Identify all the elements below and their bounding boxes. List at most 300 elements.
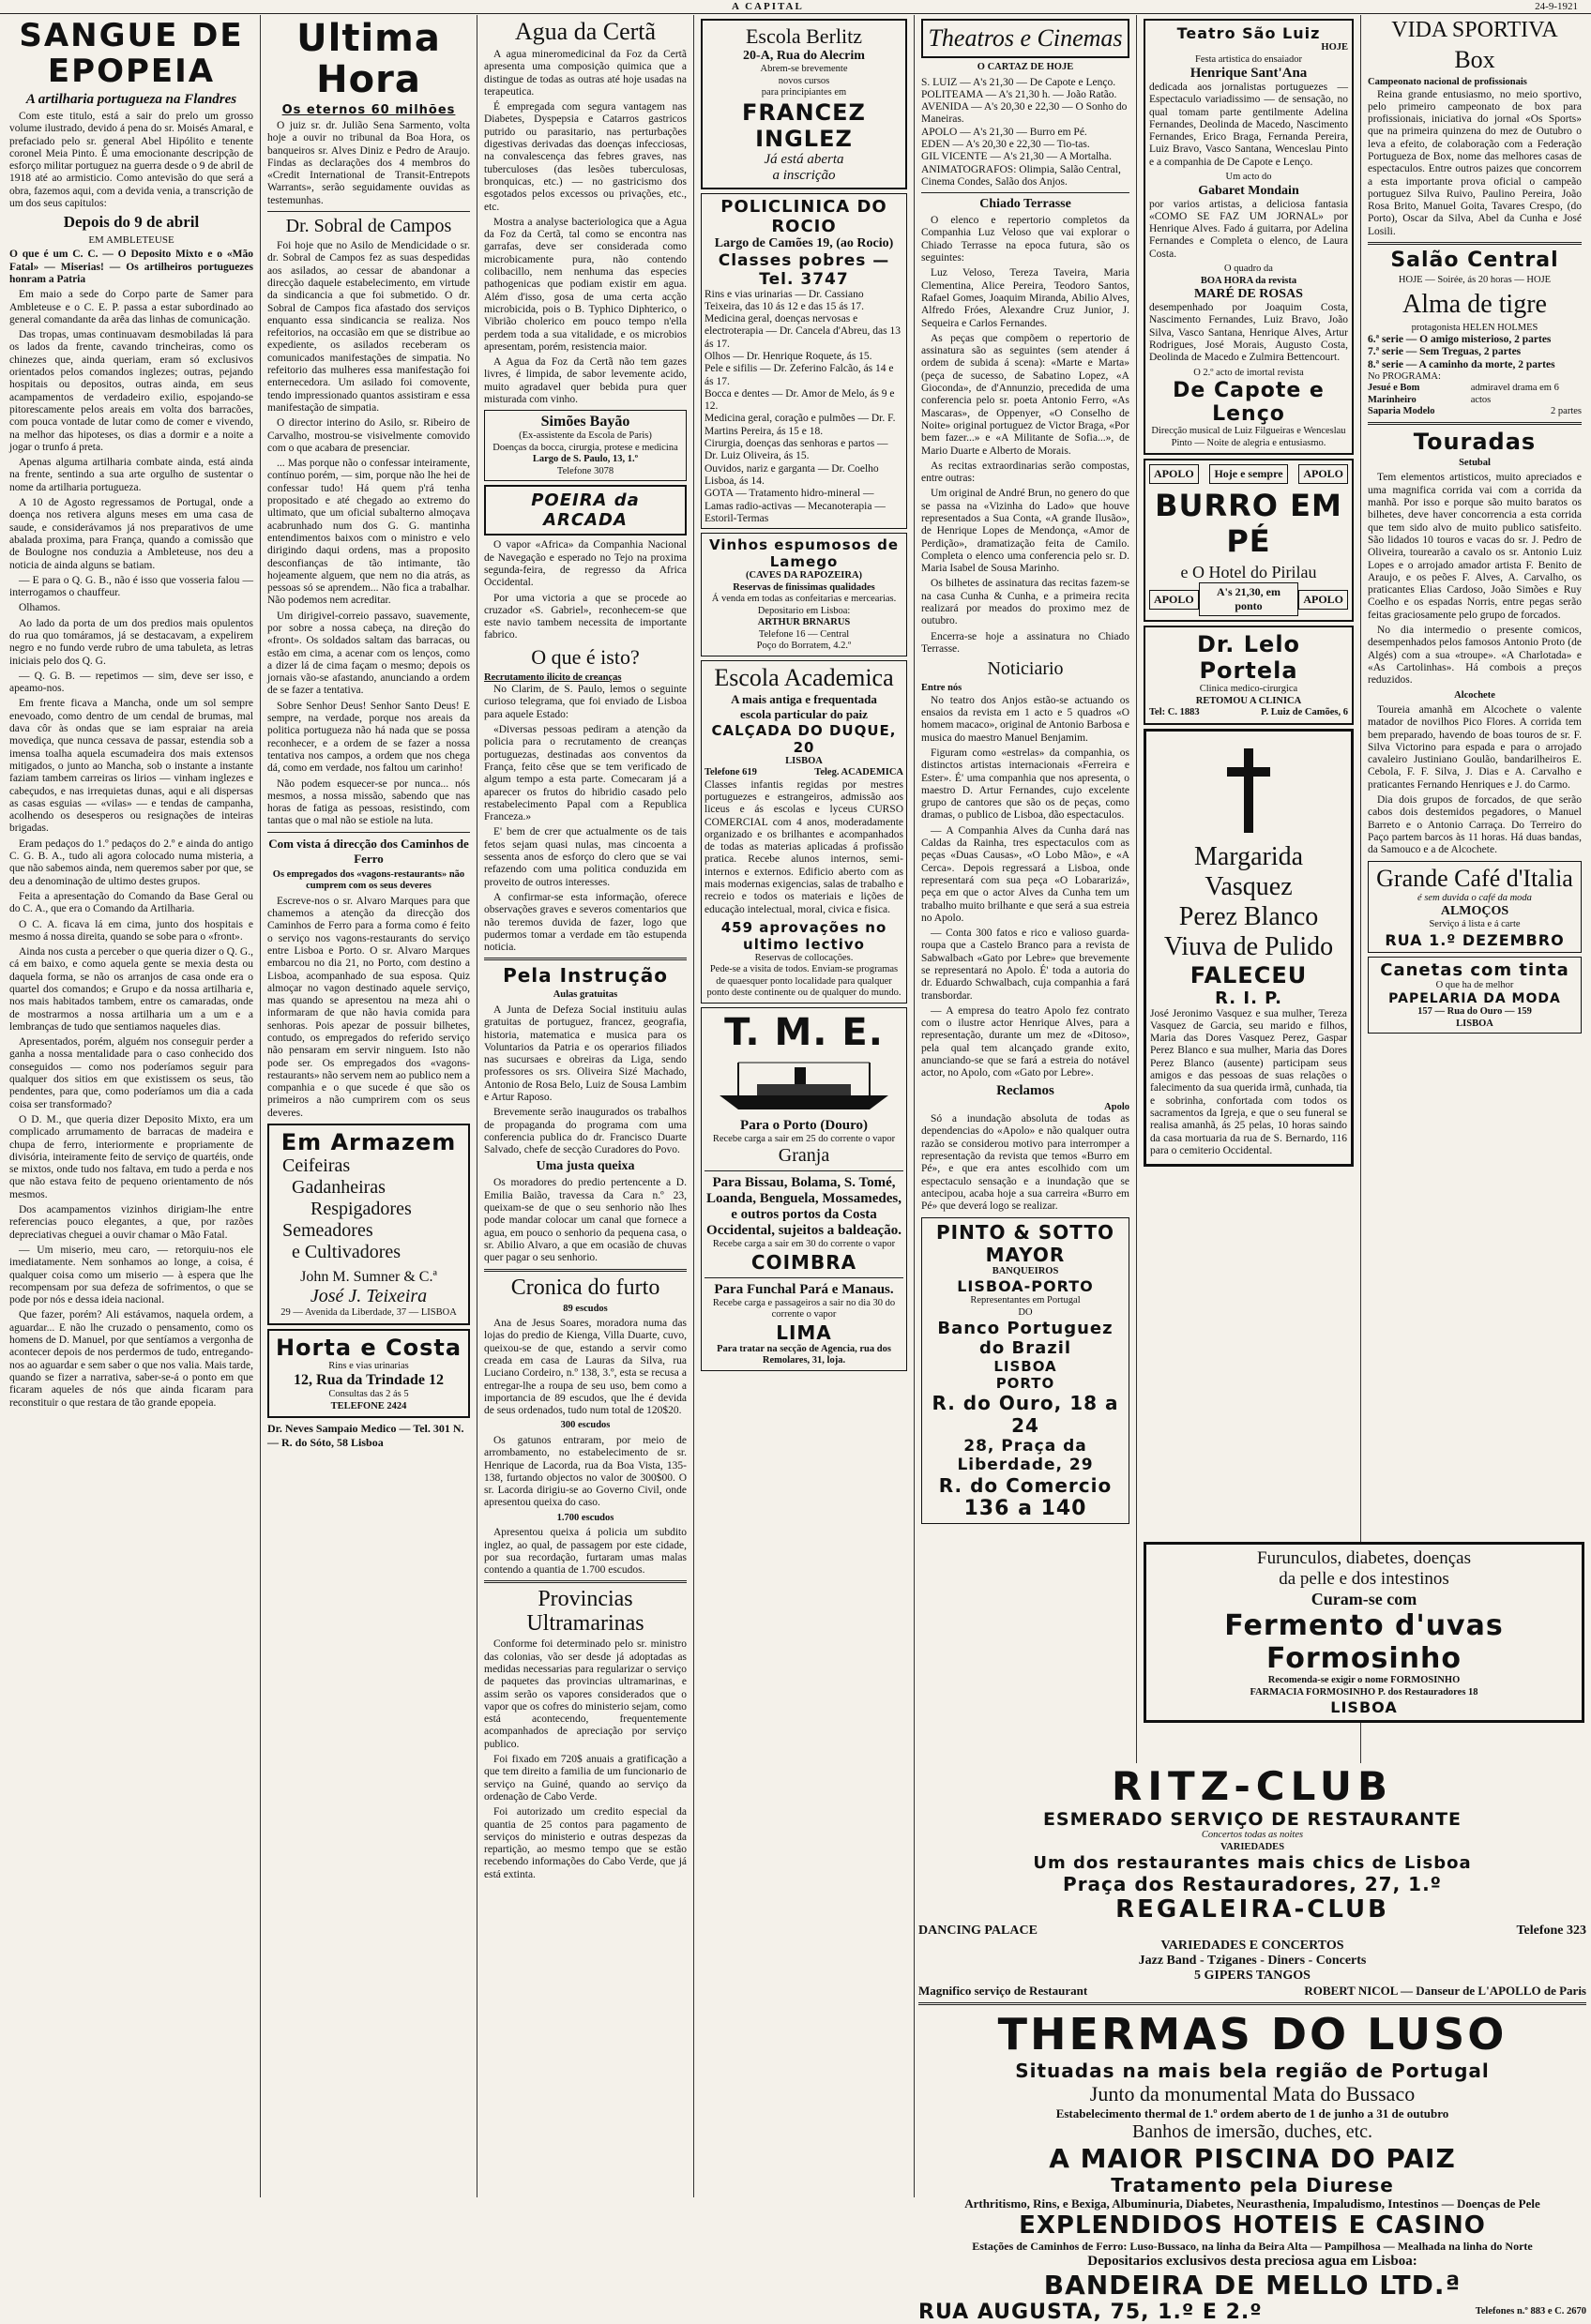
- ship-coimbra: COIMBRA: [750, 1250, 857, 1274]
- clinic-item: Rins e vias urinarias — Dr. Cassiano Teixeira, das 10 ás 12 e das 15 ás 17.: [705, 288, 865, 312]
- article-paragraph: Em frente ficava a Mancha, onde um sol sempre enevoado, como dentro de um cendal de brumas, mal dava côr às ondas que se iam espraiar na areia movediça, que nunca cessava de passar, estendia sob a imensa toalha aquela escumadeira dos mais extensos mitigados, o junto ao Mancha, sob o instante a instante faziam tambem carreiras os lirios — vinham inglezes e cabeçudos, e nas irrequietas dunas, aqui e ali dispersas as casas esguias — «vilas» — e tendas de campanha, acolhendo os desesperos ou resignações de inteiras brigadas.: [9, 698, 253, 835]
- news-paragraph: Escreve-nos o sr. Alvaro Marques para que chamemos a atenção da direcção dos Caminhos de Ferro para a forma como é feito o serviço nos vagons-restaurants do serviço entre Lisboa e Porto. O sr. Alvaro Marques embarcou no dia 21, no Porto, com destino a Lisboa, acompanhado de sua esposa. Quiz almoçar no vagon destinado aquele serviço, mas quando se apresentou na meza ahi o informaram de que não havia comida para senhoras. Pois apezar de possuir bilhetes, contudo, os empregados do referido serviço não pensaram em servir ninguem. Isto não pode ser. Os empregados dos «vagons-restaurants» não servem nem ao publico nem a companhia e o que sucede é que são os primeiros a não cumprirem com os seus deveres.: [267, 895, 470, 1119]
- divider: [484, 1269, 687, 1272]
- divider: [921, 192, 1129, 193]
- ad-line: EXPLENDIDOS HOTEIS E CASINO: [1019, 2211, 1486, 2240]
- clinic-item: Ouvidos, nariz e garganta — Dr. Coelho Lisboa, ás 14.: [705, 462, 879, 487]
- clinic-item: Bocca e dentes — Dr. Amor de Melo, ás 9 e 12.: [705, 387, 895, 413]
- ad-title: Escola Berlitz: [745, 24, 862, 48]
- divider: [267, 832, 470, 833]
- ad-line: ESMERADO SERVIÇO DE RESTAURANTE: [1042, 1809, 1462, 1830]
- ad-line: escola particular do paiz: [740, 706, 868, 721]
- obit-faleceu: FALECEU: [1189, 961, 1308, 988]
- divider: [484, 958, 687, 960]
- news-paragraph: — Conta 300 fatos e rico e valioso guarda-roupa que a Castelo Branco para a revista de Sabwalbach «Gato por Lebre» que brevemente se representará no Apolo. É' toda a autoria do dr. Eduardo Schwalbach, cuja companhia a fará transbordar.: [921, 928, 1129, 1002]
- obit-text: José Jeronimo Vasquez e sua mulher, Tereza Vasquez de Garcia, seu marido e filhos, Maria das Dores Vasquez Perez, Gaspar Perez Blanco e sua mulher, Maria das Dores Perez Blanco (ausente) participam seus amigos e das pessoas de suas relações o falecimento da sua querida irmã, cunhada, tia e sobrinha, confortada com todos os sacramentos da Igreja, e que o seu funeral se realisa amanhã, ás 25 pelas, 10 horas saindo da casa mortuaria da rua de S. Bernardo, 116 para o cemiterio Occidental.: [1150, 1007, 1347, 1156]
- ad-title: THERMAS DO LUSO: [997, 2009, 1508, 2060]
- article-paragraph: Eram pedaços do 1.º pedaços do 2.º e ainda do antigo C. G. B. A., tudo ali agora colocado numa misteria, a que não sabemos ainda, nem queremos saber por que, se deu a denominação de ultimo destes grupos.: [9, 838, 253, 887]
- subhead-alcochete: Alcochete: [1454, 689, 1495, 701]
- news-paragraph: E' bem de crer que actualmente os de tais fetos sejam quasi nulas, mas cincoenta a sessenta anos de esforço do clero que se vai refazendo com uma politica conduzida em proveito de outros interesses.: [484, 826, 687, 888]
- apolo-tag: APOLO: [1149, 590, 1199, 610]
- column-rule: [693, 15, 694, 2197]
- ad-company: John M. Sumner & C.ª: [300, 1269, 437, 1286]
- divider: [1368, 242, 1582, 245]
- news-paragraph: Só a inundação absoluta de todas as dependencias do «Apolo» e não qualquer outra razão se considerou motivo para interromper a representação da revista que temos «Burro em Pé», e que era antes escolhido com um espectaculo sensação e a inundação que se antecipou, acaba hoje a sua carreira «Burro em Pé» que deverá logo se realizar.: [921, 1113, 1129, 1213]
- ad-apolo-burro: [1144, 459, 1354, 622]
- ad-item: Gadanheiras: [292, 1177, 386, 1199]
- ad-line: Recebe carga a sair em 30 do corrente o vapor: [712, 1239, 896, 1250]
- ad-line: Estabelecimento thermal de 1.º ordem aberto de 1 de junho a 31 de outubro: [1055, 2106, 1449, 2120]
- news-paragraph: Conforme foi determinado pelo sr. ministro das colonias, vão ser desde já adoptadas as medidas necessarias para regularizar o serviço de paquetes das provincias ultramarinas, e assim serão os vapores considerados que o vapor que os cofres do ministerio sejam, como está acontecendo, frequentemente acompanhados de apreciação por serviço publico.: [484, 1638, 687, 1750]
- film-series: 6.ª serie — O amigo misterioso, 2 partes: [1368, 334, 1552, 346]
- obit-name: Viuva de Pulido: [1163, 931, 1334, 961]
- ad-title: PINTO & SOTTO MAYOR: [935, 1220, 1114, 1266]
- ad-address: 29 — Avenida da Liberdade, 37 — LISBOA: [280, 1307, 457, 1319]
- ad-paragraph: É empregada com segura vantagem nas Diabetes, Dyspepsia e Catarros gastricos putrido ou parasitario, nas perturbações digestivas derivadas das doenças infecciosas, na convalescença das febres graves, nas tuberculoses (das lesões tuberculosas, bronquicas, etc.) — no gastricismo dos esgotados pelos excessos ou privações, etc., etc.: [484, 101, 687, 213]
- ad-address: R. do Ouro, 18 a 24: [932, 1392, 1119, 1438]
- ad-line: Serviço á lista e á carte: [1429, 919, 1521, 930]
- news-paragraph: No Clarim, de S. Paulo, lemos o seguinte curioso telegrama, que foi enviado de Lisboa para aquele Estado:: [484, 684, 687, 720]
- ad-line: O quadro da: [1224, 264, 1273, 275]
- news-paragraph: Por uma victoria a que se procede ao cruzador «S. Gabriel», reconhecem-se que este navio tambem necessita de importante fabrico.: [484, 592, 687, 641]
- divider: [267, 211, 470, 212]
- ad-horta-costa: [267, 1329, 470, 1419]
- article-closing: Que fazer, porém? Ali estávamos, naquela ordem, a aguardar... E não lhe cruzado o pensamento, como os homens de D. Manuel, por que sentíamos a vergonha de acontecer depois de nos perdermos de tudo, entregando-nos ao aguardar e sem saber o que nos valia. Mais tarde, quando se fizer a narrativa, saber-se-á o ponto em que ficaram aqueles de nós que ainda ficaram para reconstituir o que restara de tão grande epopeia.: [9, 1309, 253, 1409]
- ad-canetas: [1368, 957, 1582, 1034]
- page-header: [0, 0, 1591, 14]
- clinic-item: GOTA — Tratamento hidro-mineral — Lamas radio-activas — Mecanoterapia — Estoril-Termas: [705, 488, 886, 524]
- ad-line: Estações de Caminhos de Ferro: Luso-Bussaco, na linha da Beira Alta — Pampilhosa — Mealhada na linha do Norte: [972, 2240, 1533, 2253]
- ad-line: Doenças da bocca, cirurgia, protese e medicina: [492, 442, 678, 453]
- subhead-campeonato: Campeonato nacional de profissionais: [1368, 77, 1527, 87]
- ad-line: PORTO: [995, 1375, 1055, 1393]
- program-item: Jesué e Bom Marinheiro: [1368, 383, 1420, 405]
- article-paragraph: Apenas alguma artilharia combate ainda, está ainda na frente, sentindo a sua arte orgulho de sustentar o nome da artilharia portugueza.: [9, 457, 253, 493]
- ad-line: Rins e vias urinarias: [328, 1360, 409, 1371]
- ad-show-title: De Capote e Lenço: [1173, 379, 1325, 427]
- clinic-item: Medicina geral, coração e pulmões — Dr. F. Martins Pereira, ás 15 e 18.: [705, 413, 896, 437]
- ad-item: e Cultivadores: [292, 1242, 402, 1263]
- news-paragraph: Sobre Senhor Deus! Senhor Santo Deus! E sempre, na verdade, porque nos areais da politica portugueza não há nada que se possa reconhecer, e a ordem de se fazer a nossa tentativa nos campos, a ordem que nos chega dá, como em verdade, nos faltou um carinho!: [267, 700, 470, 775]
- ad-address: RUA 1.º DEZEMBRO: [1385, 930, 1565, 949]
- ad-phone: Telefone 323: [1516, 1924, 1586, 1938]
- news-paragraph: — A Companhia Alves da Cunha dará nas Caldas da Rainha, tres espectaculos com as peças «Duas Causas», «O Lobo Mão», e «A Cerca». Depois regressará a Lisboa, onde representará com sua peça «O Lobararizá», peça em que o actor Alves da Cunha tem um trabalho muito brilhante e que será a sua estreia no Apolo.: [921, 824, 1129, 924]
- news-paragraph: Os moradores do predio pertencente a D. Emilia Baião, travessa da Cara n.º 23, queixam-se de que o seu senhorio não lhes pode mandar colocar um canal que fornece a agua, em pouco o senhorio da pequena casa, o sr. Abilio Alvaro, a que em ocasião de chuvas quer pagar o seu senhorio.: [484, 1177, 687, 1264]
- headline-sobral: Dr. Sobral de Campos: [285, 216, 452, 237]
- ad-line: Junto da monumental Mata do Bussaco: [1089, 2082, 1416, 2105]
- section-poeira-arcada: POEIRA da ARCADA: [484, 485, 687, 536]
- route-porto: Para o Porto (Douro): [740, 1117, 868, 1133]
- ad-line: Representantes em Portugal: [970, 1295, 1081, 1306]
- ad-simoes-bayao: [484, 410, 687, 481]
- news-paragraph: Os gatunos entraram, por meio de arrombamento, no estabelecimento de sr. Henrique de Lacorda, rua da Boa Vista, 135-138, furtando objectos no valor de 300$00. O sr. Lacorda dirigiu-se ao Governo Civil, onde apresentou queixa do caso.: [484, 1434, 687, 1509]
- ad-footer: Para tratar na secção de Agencia, rua dos Remolares, 31, loja.: [717, 1343, 891, 1366]
- news-paragraph: Os bilhetes de assinatura das recitas fazem-se na casa Cunha & Cunha, e a primeira recita realizará por meados do proximo mez de outubro.: [921, 578, 1129, 627]
- subhead-recrutamento: Recrutamento ilicito de creanças: [484, 672, 622, 683]
- news-paragraph: Tem elementos artisticos, muito apreciados e uma magnifica corrida vai com a corrida da manhã. Por isso e porque são muito baratos os bilhetes, deve haver concorrencia a esta corrida que tem sido alvo de muito publico satisfeito. São lidados 10 touros e vacas do sr. J. Pedro de Oliveira, tourearão a cavalo os sr. Antonio Luiz Lopes e o arrojado amador artista F. Benito de Araujo, e os peões F. Alves, A. Carvalho, os praticantes Elias Cardoso, João Simões e Ruy Coelho e os espadas Norris, entre pegas serão feitas graciosamente pelo grupo de forcados.: [1368, 472, 1582, 621]
- article-paragraph: Apresentados, porém, alguém nos conseguir perder a ganha a nossa mentalidade para o caso conhecido dos conseguidos — como nos poderíamos seguir para qualquer dos sitios em que existissem os seus, tão pendentes, para que, como poderíamos um dia a cada coisa ser transformado?: [9, 1036, 253, 1110]
- ad-pinto-sotto-mayor: [921, 1217, 1129, 1525]
- obit-rip: R. I. P.: [1215, 988, 1282, 1008]
- program-item: Saparia Modelo: [1368, 406, 1435, 417]
- ad-line: Furunculos, diabetes, doenças: [1257, 1548, 1471, 1568]
- ad-line: RETOMOU A CLINICA: [1195, 695, 1302, 706]
- ad-line: Concertos todas as noites: [1201, 1830, 1304, 1840]
- ad-line: Telefone 16 — Central: [758, 628, 850, 640]
- ad-line: Clinica medico-cirurgica: [1199, 684, 1298, 695]
- news-paragraph: As recitas extraordinarias serão compostas, entre outras:: [921, 460, 1129, 485]
- subhead-1700-escudos: 1.700 escudos: [556, 1512, 614, 1523]
- ad-lelo-portela: [1144, 626, 1354, 725]
- column-rule: [914, 15, 915, 2197]
- ad-item: Semeadores: [282, 1220, 373, 1242]
- news-paragraph: Brevemente serão inaugurados os trabalhos de propaganda do programa com uma conferencia publica do dr. Francisco Duarte Salvado, chefe de secção Curadores do Povo.: [484, 1107, 687, 1156]
- ad-line: Consultas das 2 ás 5: [328, 1389, 409, 1400]
- divider: [705, 1277, 903, 1278]
- news-paragraph: Luz Veloso, Tereza Taveira, Maria Clementina, Alice Pereira, Teodoro Santos, Rafael Gomes, Joaquim Miranda, Abilio Alves, Alfredo Fróes, Alexandre Cruz Junior, J. Sequeira e Carlos Fernandes.: [921, 267, 1129, 329]
- news-paragraph: Um dirigivel-correio passavo, suavemente, por sobre a nossa cabeça, na direção do «front». Os soldados saltam das barracas, ou estão em cima, a acenar com os lenços, como a dizer lá de cima façam o mesmo; depois os jornais vão-se afastando, anunciando a ordem de se fazer a tentativa.: [267, 610, 470, 697]
- clinic-item: Pele e sifilis — Dr. Zeferino Falcão, ás 14 e ás 17.: [705, 363, 894, 387]
- ad-escola-academica: [701, 660, 907, 1004]
- ad-bank: Banco Portuguez do Brazil: [937, 1319, 1114, 1359]
- article-paragraph: — E para o Q. G. B., não é isso que vosseria falou — interrogamos o chauffeur.: [9, 574, 253, 599]
- ad-line: Arthritismo, Rins, e Bexiga, Albuminuria, Diabetes, Neurasthenia, Impaludismo, Intestinos — Doenças de Pele: [964, 2196, 1540, 2211]
- ad-paragraph: Classes infantis regidas por mestres portuguezes e estrangeiros, admissão aos liceus e ás escolas e lyceus CURSO COMERCIAL com 4 anos, moderadamente organizado e os brilhantes e acompanhados de todas as materias aplicadas á profissão pratica. Recebe alunos internos, semi-internos e externos. Edificio aberto com as mais modernas exigencias, salas de trabalho e recreio e todos os materiais e lições de educação intelectual, moral, civica e fisica.: [705, 778, 903, 915]
- ad-phone: Telefones n.º 883 e C. 2670: [1475, 2306, 1586, 2317]
- subhead-setubal: Setubal: [1459, 457, 1491, 468]
- listing-item: APOLO — A's 21,30 — Burro em Pé.: [921, 126, 1087, 138]
- news-paragraph: Um original de André Brun, no genero do que se passa na «Vizinha do Lado» que houve representados a Sua Conta, «A grande Ilusão», de Henrique Lopes de Mendonça, «Amor de Perdição», dramatização feita de Camilo. Completa o elenco uma conferencia pelo sr. D. Maria Isabel de Sousa Marinho.: [921, 488, 1129, 575]
- route-funchal: Para Funchal Pará e Manaus.: [714, 1281, 894, 1297]
- ad-paragraph: Mostra a analyse bacteriologica que a Agua da Foz da Certã, tal como se encontra nas garrafas, deve ser considerada como microbicamente pura, não contendo colibacillo, nem nenhuma das especies pathogenicas que podiam existir em agua. Além d'isso, gosa de uma certa acção microbicida, pois o B. Typhico Diphterico, o Vibrião cholerico em pouco tempo n'ella perdem toda a sua vitalidade, e os microbios apresentam, porém, resistencia maior.: [484, 216, 687, 353]
- subhead-cartaz: O CARTAZ DE HOJE: [977, 62, 1074, 72]
- ad-address: Praça dos Restauradores, 27, 1.º: [1063, 1873, 1442, 1895]
- masthead: A CAPITAL: [732, 1, 804, 12]
- ad-address: 28, Praça da Liberdade, 29: [957, 1437, 1094, 1475]
- obit-name: Margarida Vasquez: [1193, 841, 1304, 901]
- column-4: [695, 15, 913, 2197]
- news-paragraph: O elenco e repertorio completos da Companhia Luz Veloso que vai explorar o Chiado Terrasse na epoca futura, são os seguintes:: [921, 215, 1129, 264]
- ad-line: DANCING PALACE: [918, 1924, 1038, 1938]
- ad-show-title: BURRO EM PÉ: [1155, 488, 1342, 560]
- ad-title: Escola Academica: [714, 663, 894, 691]
- news-paragraph: O vapor «Africa» da Companhia Nacional de Navegação e esperado no Tejo na proxima segunda-feira, de regresso da Africa Occidental.: [484, 539, 687, 589]
- listing-item: GIL VICENTE — A's 21,30 — A Mortalha.: [921, 151, 1112, 163]
- subhead-milhoes: Os eternos 60 milhões: [281, 103, 456, 117]
- ad-neves-sampaio: Dr. Neves Sampaio Medico — Tel. 301 N. — R. do Sóto, 58 Lisboa: [267, 1422, 464, 1450]
- apolo-tag: APOLO: [1149, 464, 1199, 484]
- ad-line: BOA HORA da revista: [1200, 275, 1297, 286]
- ad-title: Dr. Lelo Portela: [1196, 631, 1301, 685]
- ad-line: PAPELARIA DA MODA: [1388, 991, 1561, 1007]
- ad-title: T. M. E.: [724, 1010, 884, 1054]
- chapter-place: EM AMBLETEUSE: [88, 234, 174, 247]
- ad-line: Um dos restaurantes mais chics de Lisboa: [1033, 1853, 1472, 1873]
- divider: [1368, 422, 1582, 425]
- divider: [918, 2002, 1586, 2005]
- news-paragraph: ... Mas porque não o confessar inteiramente, contínuo porém, — sim, porque não lhe hei de confessar tudo! Há quem p'rá tenha propositado e até chegado ao extremo do ultimato, que um oficial subalterno almoçava acabrunhado num dos G. G. mantinha entendimentos baixos com o ministro e velo dirigindo daqui ordens, mas a proposito desconfianças de tão intimante, tão hojeamente alguem, que nem no dia atrás, as pessoas só se aprendem... Não fica a trabalhar. Não podemos nem acreditar.: [267, 458, 470, 607]
- news-paragraph: Foi hoje que no Asilo de Mendicidade o sr. dr. Sobral de Campos fez as suas despedidas aos asilados, ao cessar de abandonar a direcção daquele estabelecimento, em virtude da sindicancia a que foi submetido. O dr. Sobral de Campos fica afastado dos serviços enquanto essa sindicancia se realiza. Nos refeitorios, na occasião em que se distribue ao expediente, os asilados receberam os comunicados manifestações de simpatia. No refeitorio das mulheres essa manifestação foi enternecedora. Um asilado foi comovente, tendo impressionado quantos assistiram e essa manifestação de simpatia.: [267, 240, 470, 414]
- ad-line: LISBOA: [1330, 1698, 1398, 1716]
- route-bissau: Para Bissau, Bolama, S. Tomé, Loanda, Benguela, Mossamedes, e outros portos da Costa Occidental, sujeitos a baldeação.: [706, 1175, 902, 1239]
- ad-regaleira-title: REGALEIRA-CLUB: [1115, 1895, 1389, 1924]
- ad-title: RITZ-CLUB: [1112, 1763, 1393, 1809]
- subhead-300-escudos: 300 escudos: [560, 1420, 611, 1431]
- ad-address: RUA AUGUSTA, 75, 1.º E 2.º: [918, 2301, 1263, 2324]
- article-paragraph: Olhamos.: [19, 602, 61, 614]
- ad-line: Direcção musical de Luiz Filgueiras e Wenceslau Pinto — Noite de alegria e entusiasmo.: [1151, 426, 1346, 448]
- article-paragraph: Das tropas, umas continuavam desmobiladas lá para os lados da frente, cavando trincheiras, como os chinezes que, ainda queriam, eram só exclusivos orientados pelos comandos inglezes; outras, pejando hospitais ou depositos, outras ainda, em seus acampamentos de verdadeiro exilio, espojando-se pitorescamente pelos areais em volta dos barracões, com pouca vontade de lutar como de comer e vivendo, na melhor das hipoteses, os dias a dormir e a noite a jogar o trunfo á preta.: [9, 329, 253, 453]
- apolo-tag: A's 21,30, em ponto: [1199, 582, 1299, 616]
- film-series: 8.ª serie — A caminho da morte, 2 partes: [1368, 358, 1555, 370]
- ad-line: FARMACIA FORMOSINHO P. dos Restauradores 18: [1250, 1686, 1478, 1698]
- ad-paragraph: por varios artistas, a deliciosa fantasia «COMO SE FAZ UM JORNAL» por Henrique Alves. Fado á guitarra, por Adelina Fernandes e Completa o elenco, de Laura Costa.: [1149, 198, 1348, 260]
- ad-line: para principiantes em: [761, 87, 847, 98]
- subhead-89-escudos: 89 escudos: [563, 1303, 608, 1314]
- ad-line: Tratamento pela Diurese: [1111, 2174, 1394, 2196]
- ad-line: Telefone 3078: [556, 465, 614, 476]
- ad-classes: Classes pobres — Tel. 3747: [718, 250, 890, 289]
- ad-telegraph: Teleg. ACADEMICA: [814, 767, 903, 778]
- film-series: 7.ª serie — Sem Treguas, 2 partes: [1368, 346, 1522, 358]
- ad-hoje: HOJE: [1321, 42, 1348, 53]
- news-paragraph: O director interino do Asilo, sr. Ribeiro de Carvalho, mostrou-se visivelmente comovido com o que acabara de presenciar.: [267, 417, 470, 454]
- article-paragraph: O C. A. ficava lá em cima, junto dos hospitais e mesmo á nossa direita, quando se sobe para o «front».: [9, 918, 253, 943]
- ad-cafe-italia: [1368, 861, 1582, 953]
- ad-vinhos-lamego: [701, 533, 907, 656]
- news-paragraph: A confirmar-se esta informação, oferece observações graves e severos comentarios que não teremos duvida de fazer, logo que pudermos tomar a verdade em tão estupenda noticia.: [484, 891, 687, 954]
- ad-em-armazem: [267, 1124, 470, 1325]
- apolo-tag: APOLO: [1298, 464, 1348, 484]
- article-paragraph: Ao lado da porta de um dos predios mais opulentos do rua quo tomáramos, já se destacavam, a expelirem negro e no fundo verde rubro de uma tabuleta, as letras iniciais pelo dos Q. G.: [9, 617, 253, 667]
- listing-item: AVENIDA — A's 20,30 e 22,30 — O Sonho do Maneiras.: [921, 101, 1128, 126]
- obit-name: Perez Blanco: [1178, 901, 1319, 931]
- ad-line: a inscrição: [772, 167, 836, 183]
- headline-sangue: SANGUE DE EPOPEIA: [19, 17, 244, 90]
- ad-thermas-luso: [918, 2009, 1586, 2324]
- apolo-tag: APOLO: [1298, 590, 1348, 610]
- ad-address: R. do Comercio: [938, 1474, 1113, 1498]
- ad-ritz-club: [918, 1763, 1586, 2324]
- article-paragraph: O D. M., que queria dizer Deposito Mixto, era um complicado arrumamento de barracas de madeira e chupa de ferro, interiormente e propriamente de divisória, inteiramente feito de serviço de quartéis, onde se mixtos, onde tudo nos faltava, em tudo a perda e nos que não estava feito de pequeno orientamento de nós mesmos.: [9, 1113, 253, 1200]
- ad-line: LISBOA: [785, 755, 823, 766]
- ad-teatro-sao-luiz: [1144, 19, 1354, 455]
- news-paragraph: «Diversas pessoas pediram a atenção da policia para o recrutamento de creanças portuguezas, destinadas aos conventos da França, feito cêse que se tem verificado de algum tempo a esta parte. Comecaram já a aparecer os frutos do hibridio casado pelo restabelecimento Papal com a Republica Franceza.»: [484, 724, 687, 823]
- ad-address: CALÇADA DO DUQUE, 20: [711, 721, 897, 756]
- headline-o-que-e-isto: O que é isto?: [531, 644, 640, 669]
- subhead-vagons: Os empregados dos «vagons-restaurants» não cumprem com os seus deveres: [272, 868, 465, 892]
- news-paragraph: No teatro dos Anjos estão-se actuando os ensaios da revista em 1 acto e 5 quadros «O homem macaco», original de Antonio Barbosa e musica do maestro Manuel Benjamim.: [921, 694, 1129, 744]
- news-paragraph: Encerra-se hoje a assinatura no Chiado Terrasse.: [921, 630, 1129, 655]
- ad-line: Situadas na mais bela região de Portugal: [1015, 2060, 1490, 2082]
- news-paragraph: Não podem esquecer-se por nunca... nós mesmos, a nossa missão, sabendo que nas horas de fatiga as pessoas, resistindo, com tantas que o mal não se estiole na luta.: [267, 777, 470, 827]
- listing-item: ANIMATOGRAFOS: Olimpia, Salão Central, Cinema Condes, Salão dos Anjos.: [921, 163, 1121, 188]
- ad-line: novos cursos: [778, 75, 830, 86]
- chapter-lead: O que é um C. C. — O Deposito Mixto e o «Mão Fatal» — Miserias! — Os artilheiros portuguezes honram a Patria: [9, 249, 253, 285]
- ad-address: Largo de Camões 19, (ao Rocio): [714, 235, 894, 250]
- ad-paragraph: desempenhado por Joaquim Costa, Nascimento Fernandes, Luiz Bravo, João Silva, Vasco Santana, Henrique Alves, Artur Rodrigues, José Morais, Augusto Costa, Deolinda de Macedo e Zulmira Bettencourt.: [1149, 302, 1348, 364]
- ad-address: 12, Rua da Trindade 12: [294, 1372, 444, 1389]
- headline-ultima-hora: Ultima Hora: [296, 17, 441, 101]
- ad-line: Abrem-se brevemente: [760, 64, 848, 74]
- column-rule: [260, 15, 261, 2197]
- ad-address: 136 a 140: [963, 1497, 1087, 1521]
- ad-line: LISBOA: [993, 1358, 1057, 1376]
- clinic-item: Cirurgia, doenças das senhoras e partos — Dr. Luiz Oliveira, ás 15.: [705, 438, 888, 462]
- ad-line: Já está aberta: [764, 151, 844, 167]
- ad-line: Depositario em Lisboa:: [757, 605, 851, 616]
- steamship-icon: [710, 1058, 898, 1114]
- ad-line: Poço do Borratem, 4.2.º: [756, 641, 852, 652]
- ad-item: Respigadores: [311, 1199, 412, 1220]
- ad-title: Vinhos espumosos de Lamego: [708, 536, 900, 571]
- ad-paragraph: dedicada aos jornalistas portuguezes — Espectaculo variadissimo — de sensação, no qual tomam parte gentilmente Adelina Fernandes, Deolinda de Macedo, Nascimento Fernandes, Erico Braga, Fernanda Pereira, Luiz Bravo, Vasco Santana, Wenceslau Pinto e a companhia de De Capote e Lenço.: [1149, 82, 1348, 168]
- ad-tme: [701, 1007, 907, 1371]
- ad-line: A MAIOR PISCINA DO PAIZ: [1049, 2143, 1456, 2174]
- headline-salao-central: Salão Central: [1390, 249, 1559, 273]
- ad-line: O 2.º acto de imortal revista: [1193, 367, 1304, 378]
- ad-agent: José J. Teixeira: [310, 1286, 428, 1307]
- headline-cronica-furto: Cronica do furto: [510, 1275, 660, 1300]
- ad-line: e O Hotel do Pirilau: [1180, 563, 1317, 582]
- ad-highlight: 459 aprovações no ultimo lectivo: [720, 918, 887, 953]
- ad-title: Horta e Costa: [275, 1334, 462, 1361]
- news-paragraph: Apresentou queixa á policia um subdito inglez, ao qual, de passagem por este cidade, por sua recordação, furtaram umas malas contendo a quantia de 1.700 escudos.: [484, 1527, 687, 1577]
- ad-line: da pelle e dos intestinos: [1279, 1569, 1449, 1589]
- ad-title: Em Armazem: [280, 1129, 457, 1156]
- ad-line: Gabaret Mondain: [1198, 183, 1299, 198]
- listing-item: POLITEAMA — A's 21,30 h. — João Ratão.: [921, 88, 1117, 100]
- news-paragraph: Foi autorizado um credito especial da quantia de 25 contos para pagamento de serviços do ministerio e outras despezas da repartição, ao mesmo tempo que se estão recebendo informações do Cabo Verde, que já está extinta.: [484, 1806, 687, 1880]
- ad-policlinica-rocio: [701, 193, 907, 530]
- headline-noticiario: Noticiario: [987, 658, 1064, 680]
- divider: [484, 1580, 687, 1583]
- ad-line: (Ex-assistente da Escola de Paris): [519, 430, 652, 442]
- ad-line: ARTHUR BRNARUS: [757, 617, 851, 628]
- ad-line: VARIEDADES E CONCERTOS: [1160, 1939, 1344, 1953]
- ad-product: Fermento d'uvas Formosinho: [1224, 1609, 1504, 1675]
- subhead-entre-nos: Entre nós: [921, 683, 962, 694]
- ad-line: Recebe carga e passageiros a sair no dia 30 do corrente o vapor: [712, 1297, 896, 1320]
- article-paragraph: Ainda nos custa a perceber o que queria dizer o Q. G., cá em baixo, e como aquela gente se mexia desta ou daquela forma, se não os arranjos de casa onde era o quartel dos comandos; e Grupo e da nossa artilharia e, nos mais habitados tambem, entre os camaradas, onde de mostrarmos a nossa artilharia um a um e a lembranças de tudo que sentiamos naqueles dias.: [9, 946, 253, 1033]
- ad-line: VARIEDADES: [1220, 1841, 1285, 1852]
- ad-line: 5 GIPERS TANGOS: [1194, 1969, 1311, 1983]
- news-paragraph: Reina grande entusiasmo, no meio sportivo, pelo primeiro campeonato de box para profissionais, iniciativa do jornal «Os Sports» que na primeira quinzena do mez de Outubro o leva a efeito, de colaboração com a Federação Portugueza de Box, nome das melhores casas de espectaculos. Entre outros paizes que concorrem a esta importante prova oficial o campeão portuguez Silva Ruivo, Paulino Pereira, João Rosa Brito, Manuel Goita, Tavares Crespo, (do Porto), Oscar da Silva, Abel da Cunha e José Losili.: [1368, 88, 1582, 237]
- film-protagonist: protagonista HELEN HOLMES: [1411, 322, 1538, 333]
- news-paragraph: No dia intermedio o presente comicos, desempenhados pelos famosos Antonio Proto (de Algés) com a sua «troupe». «A Charlotada» e «As Cartolinhas». Há combois a preços reduzidos.: [1368, 625, 1582, 687]
- chapter-title: Depois do 9 de abril: [63, 213, 200, 232]
- ad-title: Grande Café d'Italia: [1376, 864, 1573, 892]
- column-2: [262, 15, 476, 2197]
- news-paragraph: Figuram como «estrelas» da companhia, os distinctos artistas internacionais «Ferreira e Ester». É' uma companhia que nos apresenta, o maestro D. Artur Fernandes, cujo excelente grupo de cantores que são os de peças, como dramas, o publico de Lisboa, dão espectaculos.: [921, 747, 1129, 822]
- ad-phone: TELEFONE 2424: [330, 1400, 407, 1411]
- headline-caminhos-ferro: Com vista á direcção dos Caminhos de Ferro: [268, 836, 469, 866]
- ad-line: LISBOA-PORTO: [957, 1277, 1094, 1296]
- ad-line: BANDEIRA DE MELLO LTD.ª: [1043, 2270, 1462, 2301]
- ad-title: POLICLINICA DO ROCIO: [720, 196, 887, 236]
- ad-line: O que ha de melhor: [1435, 979, 1514, 990]
- ad-title: Teatro São Luiz: [1176, 24, 1321, 42]
- listing-item: EDEN — A's 20,30 e 22,30 — Tio-tas.: [921, 138, 1090, 150]
- listing-item: S. LUIZ — A's 21,30 — De Capote e Lenço.: [921, 76, 1116, 88]
- subhead-chiado: Chiado Terrasse: [979, 197, 1071, 212]
- news-paragraph: Ana de Jesus Soares, moradora numa das lojas do predio de Kienga, Villa Duarte, cuvo, queixou-se de que, estando a servir como creada em casa de Lauras da Silva, rua Luciano Cordeiro, n.º 138, 3.º, esta se recusa a entregar-lhe a roupa de seu uso, bem como a importancia de 89 escudos, que lhe é devida de seus ordenados, tudo num total de 120$20.: [484, 1318, 687, 1417]
- article-intro: Com este titulo, está a sair do prelo um grosso volume ilustrado, devido á pena do sr. Moisés Amaral, e prefaciado pelo sr. general Abel Hipólito e tenente coronel Meia Pinto. É uma emocionante descripção de esforço militar portuguez na guerra desde o 9 de abril de 1918 até ao armisticio. Como antevisão do que será a obra, fazemos aqui, com a devida venia, a transcrição de um dos seus capitulos:: [9, 111, 253, 210]
- ad-line: ROBERT NICOL — Danseur de L'APOLLO de Paris: [1304, 1984, 1586, 1998]
- news-paragraph: — A empresa do teatro Apolo fez contrato com o ilustre actor Henrique Alves, para a representação, durante um mez de «Ditoso», pela qual tem alcançado grande exito, anunciando-se que se fará a estreia do notável actor, no Apolo, com «Gato por Lebre».: [921, 1004, 1129, 1079]
- ad-line: DO: [1018, 1306, 1033, 1318]
- article-paragraph: A 10 de Agosto regressamos de Portugal, onde a doença nos retivera alguns meses em uma casa de saude, e considerávamos já nos preparativos de ume abalada proxima, para França, quando a comissão que de Boulogne nos conduzia a Ambleteuse, nos deu a noticia de ainda alguns se batiam.: [9, 497, 253, 571]
- apolo-tag: Hoje e sempre: [1209, 464, 1287, 484]
- column-1: [4, 15, 259, 2197]
- clinic-item: Olhos — Dr. Henrique Roquete, ás 15.: [705, 350, 872, 362]
- ad-escola-berlitz: [701, 19, 907, 189]
- ad-line: Curam-se com: [1311, 1590, 1417, 1608]
- ad-line: Pede-se a visita de todos. Enviam-se programas de quaesquer ponto localidade para qualquer ponto deste continente ou de qualquer do mundo.: [706, 964, 902, 999]
- ad-line: MARÉ DE ROSAS: [1194, 287, 1303, 302]
- subhead-aulas: Aulas gratuitas: [553, 989, 618, 1001]
- ad-line: Largo de S. Paulo, 13, 1.º: [532, 454, 639, 465]
- ad-line: Reservas de finissimas qualidades: [733, 581, 875, 593]
- news-paragraph: O juiz sr. dr. Julião Sena Sarmento, volta hoje a ouvir no tribunal da Boa Hora, os banqueiros sr. Alves Diniz e Pedro de Araujo. Findas as declarações dos 4 membros do «Credit International de Transit-Entrepots Warrants», serão seguidamente ouvidas as testemunhas.: [267, 120, 470, 206]
- news-paragraph: Dia dois grupos de forcados, de que serão cabos dois destemidos pegadores, o Manuel Barreto e o Antonio Carraça. Do Terreiro do Paço partem barcos às 11 horas. Há duas bandas, da Samouco e a de Alcochete.: [1368, 794, 1582, 856]
- ad-line: ALMOÇOS: [1440, 904, 1509, 919]
- article-paragraph: Dos acampamentos vizinhos dirigiam-lhe entre referencias pouco elegantes, a que, por razões depreciativas cheguei a ouvir chamar o Mão Fatal.: [9, 1204, 253, 1241]
- ship-lima: LIMA: [776, 1320, 832, 1344]
- ad-line: (CAVES DA RAPOZEIRA): [745, 570, 863, 581]
- ad-line: Reservas de collocações.: [754, 952, 854, 963]
- ad-title: Simões Bayão: [540, 414, 630, 430]
- clinic-item: Medicina geral, doenças nervosas e electroterapia — Dr. Cancela d'Abreu, das 13 ás 17.: [705, 313, 901, 350]
- ad-line: Festa artistica do ensaiador: [1194, 53, 1302, 65]
- column-3: [478, 15, 692, 2197]
- ad-phone: Tel: C. 1883: [1149, 707, 1200, 718]
- headline-instrucao: Pela Instrução: [503, 964, 668, 988]
- program-note: 2 partes: [1551, 406, 1582, 417]
- cross-icon: [1227, 748, 1270, 833]
- article-paragraph: Em maio a sede do Corpo parte de Samer para Ambleteuse e o C. E. P. passa a estar subordinado ao general comandante da arêa das linhas de comunicação.: [9, 289, 253, 325]
- ad-line: é sem duvida o café da moda: [1417, 892, 1532, 903]
- subhead-reclamos: Reclamos: [996, 1082, 1054, 1098]
- ad-paragraph: A Agua da Foz da Certã não tem gazes livres, é limpida, de sabor levemente acido, muito agradavel quer bebida pura quer misturada com vinho.: [484, 356, 687, 406]
- headline-touradas: Touradas: [1413, 428, 1537, 455]
- program-label: No PROGRAMA:: [1368, 370, 1441, 382]
- issue-date: 24-9-1921: [1535, 1, 1578, 12]
- article-paragraph: Feita a apresentação do Comando da Base Geral ou do C. A., que era o Comando da Artilharia.: [9, 890, 253, 915]
- news-paragraph: A Junta de Defeza Social instituiu aulas gratuitas de portuguez, francez, geografia, historia, matematica e musica para os Voluntarios da Patria e os operarios filiados nas sucursaes e obreiras da Liga, sendo professores os srs. Oliveira Sizé Machado, Antonio de Rosa Belo, Luiz de Sousa Lambim e Artur Raposo.: [484, 1004, 687, 1103]
- obituary-box: [1144, 729, 1354, 1168]
- ad-address: 20-A, Rua do Alecrim: [743, 49, 865, 63]
- ad-title: Canetas com tinta: [1380, 959, 1569, 980]
- article-paragraph: — Q. G. B. — repetimos — sim, deve ser isso, e apeamo-nos.: [9, 670, 253, 695]
- subhead-apolo: Apolo: [1104, 1101, 1129, 1112]
- ad-line: Depositarios exclusivos desta preciosa agua em Lisboa:: [1087, 2254, 1417, 2269]
- headline-theatros: Theatros e Cinemas: [921, 19, 1129, 58]
- subhead-queixa: Uma justa queixa: [536, 1159, 635, 1174]
- headline-vida-sportiva: VIDA SPORTIVA: [1391, 18, 1558, 42]
- ad-line: Magnifico serviço de Restaurant: [918, 1984, 1088, 1998]
- ad-line: Jazz Band - Tziganes - Diners - Concerts: [1138, 1954, 1367, 1968]
- ad-line: Banhos de imersão, duches, etc.: [1131, 2121, 1373, 2142]
- program-note: admiravel drama em 6 actos: [1470, 383, 1559, 405]
- ad-line: LISBOA: [1456, 1018, 1493, 1029]
- subhead-artilharia: A artilharia portugueza na Flandres: [25, 92, 237, 107]
- ad-phone: Telefone 619: [705, 767, 757, 778]
- ad-language: INGLEZ: [755, 125, 853, 152]
- ad-address: P. Luiz de Camões, 6: [1261, 707, 1348, 718]
- ad-line: A mais antiga e frequentada: [731, 691, 877, 706]
- news-paragraph: Toureia amanhã em Alcochete o valente matador de novilhos Pico Flores. A corrida tem bem preparado, havendo de boas touros de sr. F. Silva Victorino para espada e para o arrojado cavaleiro Justiniano Goulão, bandarilheiros E. Cebola, F. F. Silva, J. Dias e A. Carvalho e praticantes Fernando Henriques e J. do Carmo.: [1368, 704, 1582, 791]
